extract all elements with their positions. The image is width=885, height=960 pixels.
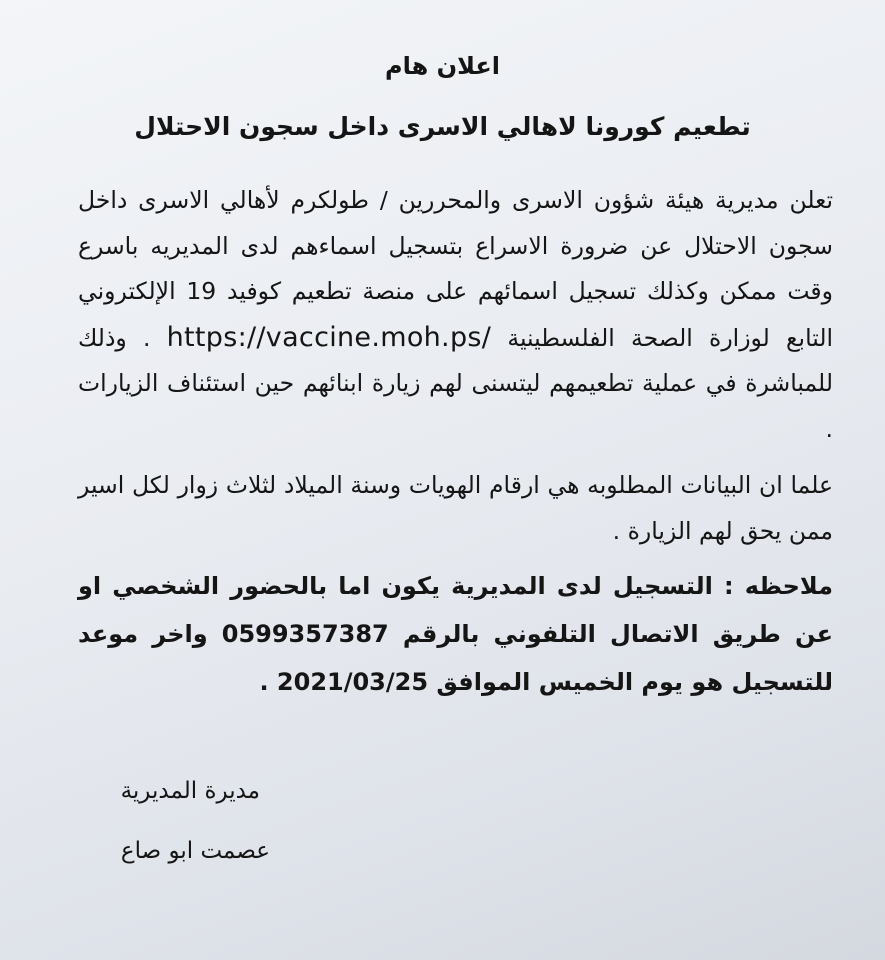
signature-name: عصمت ابو صاع xyxy=(120,838,270,864)
body-text-before-url: تعلن مديرية هيئة شؤون الاسرى والمحررين / طولكرم لأهالي الاسرى داخل سجون الاحتلال عن ضرورة الاسراع بتسجيل اسماءهم لدى المديريه باسرع وقت ممكن وكذلك تسجيل اسمائهم على منصة تطعيم كوفيد 19 الإلكتروني التابع لوزارة الصحة الفلسطينية xyxy=(78,186,834,352)
required-data-paragraph: علما ان البيانات المطلوبه هي ارقام الهويات وسنة الميلاد لثلاث زوار لكل اسير ممن يحق لهم الزيارة . xyxy=(78,471,833,545)
notice-title: اعلان هام xyxy=(385,52,500,80)
vaccine-url-link[interactable]: https://vaccine.moh.ps/ xyxy=(166,321,492,353)
body-text-after-url: . وذلك للمباشرة في عملية تطعيمهم ليتسنى لهم زيارة ابنائهم حين استئناف الزيارات . xyxy=(78,323,833,443)
signature-role: مديرة المديرية xyxy=(120,778,260,804)
notice-subtitle: تطعيم كورونا لاهالي الاسرى داخل سجون الاحتلال xyxy=(134,112,751,141)
registration-note-paragraph: ملاحظه : التسجيل لدى المديرية يكون اما بالحضور الشخصي او عن طريق الاتصال التلفوني بالرقم 0599357387 واخر موعد للتسجيل هو يوم الخميس الموافق 2021/03/25 . xyxy=(78,572,833,696)
notice-body-paragraph xyxy=(78,178,833,453)
